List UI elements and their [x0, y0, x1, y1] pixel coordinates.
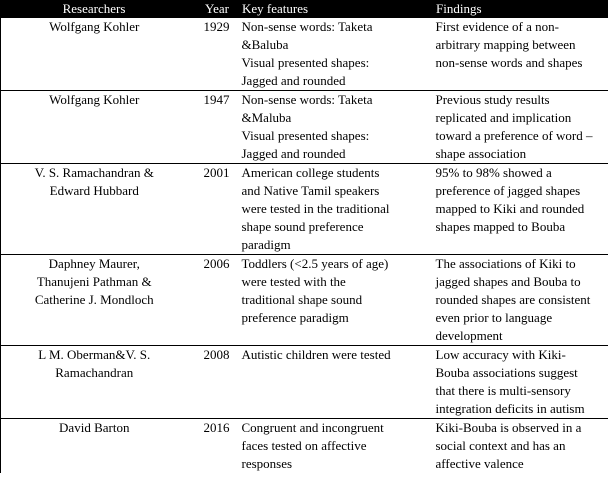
cell-findings-line: that there is multi-sensory [435, 383, 571, 398]
table-row [1, 255, 608, 346]
cell-researchers-line: Catherine J. Mondloch [34, 292, 154, 307]
cell-findings-line: affective valence [435, 456, 524, 471]
header-row [1, 1, 608, 18]
cell-key-features-line: Visual presented shapes: [241, 55, 370, 70]
cell-key-features-line: were tested with the [241, 274, 346, 289]
table-body [1, 18, 608, 474]
cell-findings-line: even prior to language [435, 310, 553, 325]
cell-researchers-line: V. S. Ramachandran & [34, 165, 154, 180]
cell-findings-line: The associations of Kiki to [435, 256, 576, 271]
cell-key-features [235, 346, 422, 419]
table-row [1, 346, 608, 419]
cell-key-features-line: preference paradigm [241, 310, 349, 325]
cell-findings-line: toward a preference of word – [435, 128, 593, 143]
cell-key-features-line: were tested in the traditional [241, 201, 390, 216]
cell-year: 2016 [188, 419, 235, 474]
cell-findings-line: First evidence of a non- [435, 19, 559, 34]
cell-findings-line: development [435, 328, 503, 343]
cell-year: 1947 [188, 91, 235, 164]
cell-findings [422, 91, 608, 164]
cell-findings [422, 419, 608, 474]
cell-findings-line: 95% to 98% showed a [435, 165, 552, 180]
cell-findings-line: arbitrary mapping between [435, 37, 576, 52]
cell-findings [422, 164, 608, 255]
cell-researchers-line: L M. Oberman&V. S. [38, 347, 151, 362]
cell-findings-line: Kiki-Bouba is observed in a [435, 420, 582, 435]
table-header [1, 1, 608, 18]
table-row [1, 91, 608, 164]
cell-key-features-line: Congruent and incongruent [241, 420, 384, 435]
cell-researchers [1, 91, 188, 164]
cell-researchers-line: Daphney Maurer, [48, 256, 140, 271]
cell-findings-line: shape association [435, 146, 527, 161]
cell-key-features [235, 91, 422, 164]
cell-key-features-line: and Native Tamil speakers [241, 183, 380, 198]
cell-findings-line: integration deficits in autism [435, 401, 585, 416]
cell-key-features [235, 164, 422, 255]
cell-researchers-line: Wolfgang Kohler [49, 19, 140, 34]
cell-key-features-line: Autistic children were tested [241, 347, 391, 362]
table-row [1, 164, 608, 255]
cell-researchers-line: Ramachandran [55, 365, 134, 380]
cell-year: 1929 [188, 18, 235, 91]
cell-findings-line: jagged shapes and Bouba to [435, 274, 581, 289]
cell-key-features-line: Visual presented shapes: [241, 128, 370, 143]
cell-researchers-line: Edward Hubbard [49, 183, 139, 198]
header-researchers: Researchers [1, 1, 188, 18]
cell-year: 2006 [188, 255, 235, 346]
header-findings: Findings [422, 1, 608, 18]
cell-key-features-line: Jagged and rounded [241, 146, 346, 161]
cell-key-features-line: &Baluba [241, 37, 289, 52]
cell-researchers [1, 419, 188, 474]
cell-researchers-line: Wolfgang Kohler [49, 92, 140, 107]
cell-researchers [1, 164, 188, 255]
cell-findings-line: rounded shapes are consistent [435, 292, 591, 307]
cell-key-features-line: paradigm [241, 237, 291, 252]
cell-key-features-line: Jagged and rounded [241, 73, 346, 88]
cell-key-features-line: &Maluba [241, 110, 292, 125]
table-row [1, 419, 608, 474]
header-key-features: Key features [235, 1, 422, 18]
cell-findings [422, 255, 608, 346]
cell-findings [422, 18, 608, 91]
cell-researchers-line: Thanujeni Pathman & [36, 274, 152, 289]
cell-researchers [1, 255, 188, 346]
cell-findings-line: replicated and implication [435, 110, 572, 125]
cell-key-features-line: American college students [241, 165, 380, 180]
cell-findings [422, 346, 608, 419]
cell-findings-line: non-sense words and shapes [435, 55, 583, 70]
cell-key-features-line: shape sound preference [241, 219, 364, 234]
cell-key-features-line: Non-sense words: Taketa [241, 92, 373, 107]
cell-key-features [235, 255, 422, 346]
cell-findings-line: Low accuracy with Kiki- [435, 347, 566, 362]
cell-key-features-line: Non-sense words: Taketa [241, 19, 373, 34]
cell-year: 2008 [188, 346, 235, 419]
header-year: Year [188, 1, 235, 18]
cell-key-features-line: traditional shape sound [241, 292, 363, 307]
cell-year: 2001 [188, 164, 235, 255]
cell-findings-line: Bouba associations suggest [435, 365, 578, 380]
cell-findings-line: social context and has an [435, 438, 566, 453]
cell-researchers [1, 346, 188, 419]
cell-findings-line: mapped to Kiki and rounded [435, 201, 585, 216]
cell-researchers [1, 18, 188, 91]
cell-researchers-line: David Barton [59, 420, 130, 435]
cell-key-features-line: Toddlers (<2.5 years of age) [241, 256, 389, 271]
cell-findings-line: shapes mapped to Bouba [435, 219, 566, 234]
cell-key-features [235, 18, 422, 91]
cell-findings-line: Previous study results [435, 92, 550, 107]
cell-findings-line: preference of jagged shapes [435, 183, 581, 198]
cell-key-features-line: faces tested on affective [241, 438, 367, 453]
cell-key-features [235, 419, 422, 474]
table-row [1, 18, 608, 91]
cell-key-features-line: responses [241, 456, 293, 471]
